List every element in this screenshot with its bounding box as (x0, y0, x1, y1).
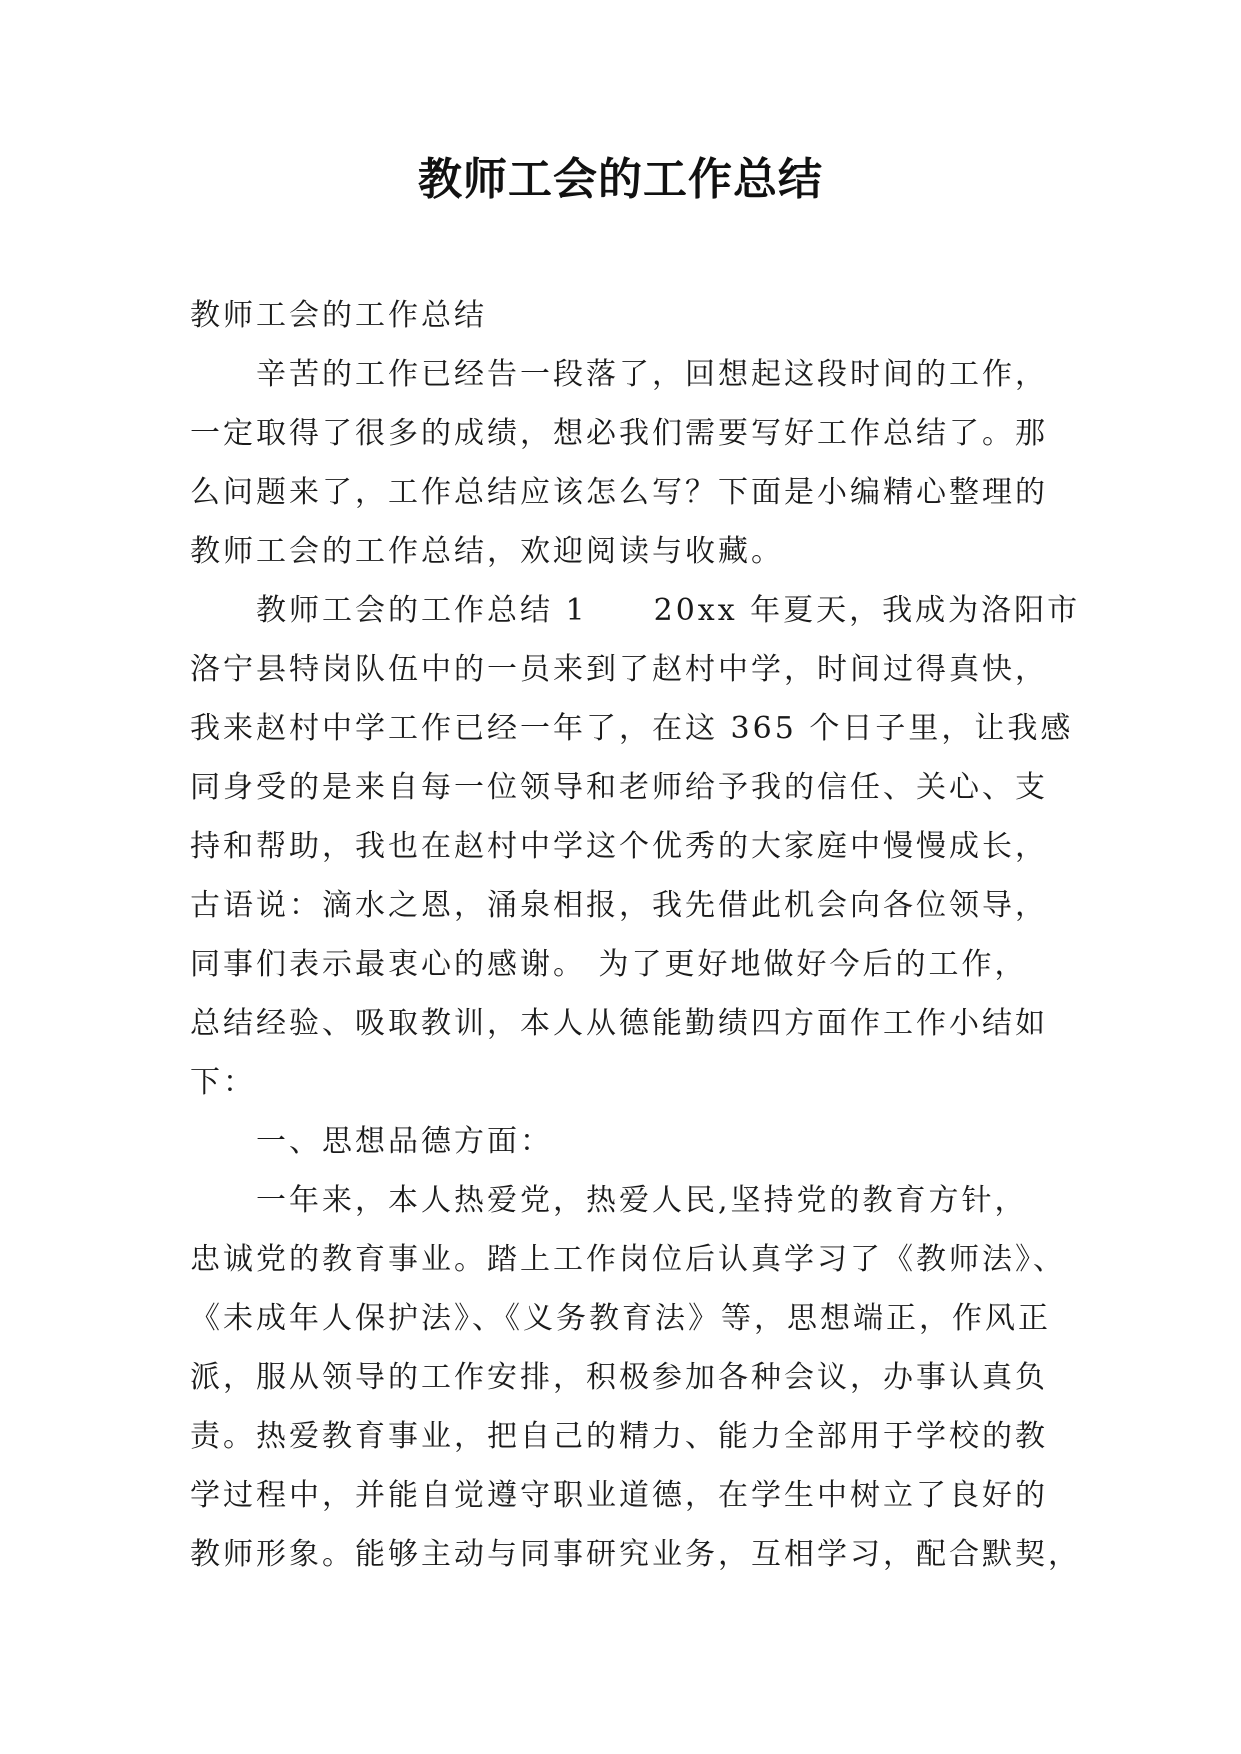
body-line: 么问题来了，工作总结应该怎么写？下面是小编精心整理的 (190, 475, 1048, 510)
body-line: 责。热爱教育事业，把自己的精力、能力全部用于学校的教 (190, 1419, 1048, 1454)
body-line: 同事们表示最衷心的感谢。 为了更好地做好今后的工作， (190, 947, 1028, 982)
body-line: 持和帮助，我也在赵村中学这个优秀的大家庭中慢慢成长， (190, 829, 1048, 864)
body-line: 古语说：滴水之恩，涌泉相报，我先借此机会向各位领导， (190, 888, 1048, 923)
body-line: 洛宁县特岗队伍中的一员来到了赵村中学，时间过得真快， (190, 652, 1048, 687)
body-line: 总结经验、吸取教训，本人从德能勤绩四方面作工作小结如 (190, 1006, 1048, 1041)
body-line: 我来赵村中学工作已经一年了，在这 365 个日子里，让我感 (190, 711, 1074, 746)
body-line: 同身受的是来自每一位领导和老师给予我的信任、关心、支 (190, 770, 1048, 805)
body-line: 教师形象。能够主动与同事研究业务，互相学习，配合默契， (190, 1537, 1081, 1572)
body-line-subtitle: 教师工会的工作总结 (190, 298, 487, 333)
body-line: 教师工会的工作总结，欢迎阅读与收藏。 (190, 534, 784, 569)
body-line: 一年来，本人热爱党，热爱人民,坚持党的教育方针， (256, 1183, 1028, 1218)
body-line: 一定取得了很多的成绩，想必我们需要写好工作总结了。那 (190, 416, 1048, 451)
body-line: 下： (190, 1065, 256, 1100)
section-heading: 一、思想品德方面： (256, 1124, 553, 1159)
body-line: 派，服从领导的工作安排，积极参加各种会议，办事认真负 (190, 1360, 1048, 1395)
body-line: 辛苦的工作已经告一段落了，回想起这段时间的工作， (256, 357, 1048, 392)
body-line: 《未成年人保护法》、《义务教育法》等，思想端正，作风正 (190, 1301, 1051, 1336)
body-line: 忠诚党的教育事业。踏上工作岗位后认真学习了《教师法》、 (190, 1242, 1066, 1277)
document-title: 教师工会的工作总结 (418, 154, 823, 205)
body-line: 学过程中，并能自觉遵守职业道德，在学生中树立了良好的 (190, 1478, 1048, 1513)
document-body (190, 286, 1090, 1584)
body-line: 教师工会的工作总结 1 20xx 年夏天，我成为洛阳市 (256, 593, 1081, 628)
